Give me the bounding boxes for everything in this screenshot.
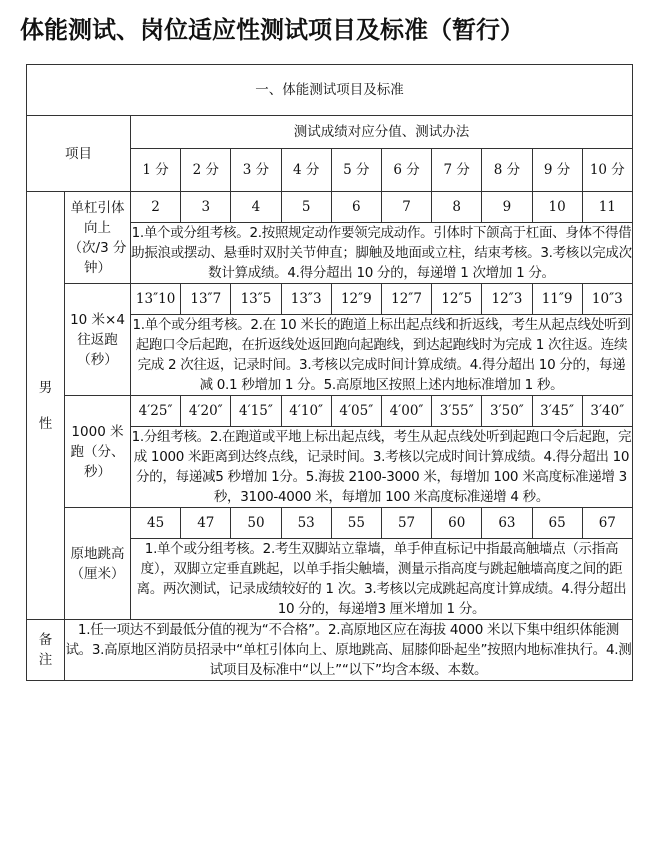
note-text: 1.任一项达不到最低分值的视为“不合格”。2.高原地区应在海拔 4000 米以下集中组织体能测试。3.高原地区消防员招录中“单杠引体向上、原地跳高、屈膝仰卧起坐”按照内地标准执行。4.测试项目及标准中“以上”“以下”均含本级、本数。	[65, 620, 633, 681]
value-cell: 10″3	[582, 284, 632, 315]
score-cell: 7 分	[432, 149, 482, 192]
value-cell: 3′45″	[532, 396, 582, 427]
item-name: 原地跳高（厘米）	[65, 508, 131, 620]
value-cell: 3′40″	[582, 396, 632, 427]
score-cell: 10 分	[582, 149, 632, 192]
item-values-row	[27, 284, 633, 315]
score-cell: 6 分	[381, 149, 431, 192]
value-cell: 13″10	[131, 284, 181, 315]
method-text: 1.单个或分组考核。2.按照规定动作要领完成动作。引体时下颌高于杠面、身体不得借助振浪或摆动、悬垂时双肘关节伸直；脚触及地面或立柱，结束考核。3.考核以完成次数计算成绩。4.得分超出 10 分的，每递增 1 次增加 1 分。	[131, 223, 633, 284]
section-row	[27, 65, 633, 116]
score-cell: 3 分	[231, 149, 281, 192]
item-name: 单杠引体向上（次/3 分钟）	[65, 192, 131, 284]
value-cell: 4	[231, 192, 281, 223]
item-values-row	[27, 508, 633, 539]
gender-label: 男 性	[27, 192, 65, 620]
value-cell: 45	[131, 508, 181, 539]
score-cell: 2 分	[181, 149, 231, 192]
item-label: 项目	[27, 116, 131, 192]
value-cell: 4′10″	[281, 396, 331, 427]
value-cell: 7	[381, 192, 431, 223]
value-cell: 12″7	[381, 284, 431, 315]
item-name: 1000 米跑（分、秒）	[65, 396, 131, 508]
value-cell: 4′25″	[131, 396, 181, 427]
score-header: 测试成绩对应分值、测试办法	[131, 116, 633, 149]
value-cell: 12″9	[331, 284, 381, 315]
score-cell: 5 分	[331, 149, 381, 192]
value-cell: 67	[582, 508, 632, 539]
method-text: 1.单个或分组考核。2.在 10 米长的跑道上标出起点线和折返线，考生从起点线处听到起跑口令后起跑，在折返线处返回跑向起跑线，到达起跑线时为完成 1 次往返。连续完成 2 次往返，记录时间。3.考核以完成时间计算成绩。4.得分超出 10 分的，每递减 0.1 秒增加 1 分。5.高原地区按照上述内地标准增加 1 秒。	[131, 315, 633, 396]
value-cell: 60	[432, 508, 482, 539]
value-cell: 57	[381, 508, 431, 539]
value-cell: 65	[532, 508, 582, 539]
value-cell: 13″3	[281, 284, 331, 315]
note-row	[27, 620, 633, 681]
item-values-row	[27, 192, 633, 223]
value-cell: 53	[281, 508, 331, 539]
value-cell: 4′20″	[181, 396, 231, 427]
value-cell: 63	[482, 508, 532, 539]
value-cell: 11	[582, 192, 632, 223]
value-cell: 2	[131, 192, 181, 223]
value-cell: 3′50″	[482, 396, 532, 427]
method-text: 1.单个或分组考核。2.考生双脚站立靠墙，单手伸直标记中指最高触墙点（示指高度），双脚立定垂直跳起，以单手指尖触墙，测量示指高度与跳起触墙高度之间的距离。两次测试，记录成绩较好的 1 次。3.考核以完成跳起高度计算成绩。4.得分超出 10 分的，每递增3 厘米增加 1 分。	[131, 539, 633, 620]
value-cell: 5	[281, 192, 331, 223]
value-cell: 4′15″	[231, 396, 281, 427]
value-cell: 11″9	[532, 284, 582, 315]
standards-table	[26, 64, 633, 681]
value-cell: 12″3	[482, 284, 532, 315]
document-title: 体能测试、岗位适应性测试项目及标准（暂行）	[20, 16, 524, 44]
value-cell: 12″5	[432, 284, 482, 315]
value-cell: 6	[331, 192, 381, 223]
value-cell: 4′00″	[381, 396, 431, 427]
value-cell: 8	[432, 192, 482, 223]
score-cell: 1 分	[131, 149, 181, 192]
score-cell: 8 分	[482, 149, 532, 192]
section-title: 一、体能测试项目及标准	[27, 65, 633, 116]
score-cell: 4 分	[281, 149, 331, 192]
value-cell: 3	[181, 192, 231, 223]
value-cell: 55	[331, 508, 381, 539]
note-label: 备注	[27, 620, 65, 681]
value-cell: 10	[532, 192, 582, 223]
value-cell: 13″7	[181, 284, 231, 315]
score-cell: 9 分	[532, 149, 582, 192]
item-name: 10 米×4 往返跑（秒）	[65, 284, 131, 396]
item-values-row	[27, 396, 633, 427]
value-cell: 47	[181, 508, 231, 539]
value-cell: 13″5	[231, 284, 281, 315]
value-cell: 3′55″	[432, 396, 482, 427]
method-text: 1.分组考核。2.在跑道或平地上标出起点线，考生从起点线处听到起跑口令后起跑，完成 1000 米距离到达终点线，记录时间。3.考核以完成时间计算成绩。4.得分超出 10 分的，每递减5 秒增加 1分。5.海拔 2100-3000 米，每增加 100 米高度标准递增 3 秒，3100-4000 米，每增加 100 米高度标准递增 4 秒。	[131, 427, 633, 508]
header-row-1	[27, 116, 633, 149]
value-cell: 4′05″	[331, 396, 381, 427]
value-cell: 50	[231, 508, 281, 539]
value-cell: 9	[482, 192, 532, 223]
